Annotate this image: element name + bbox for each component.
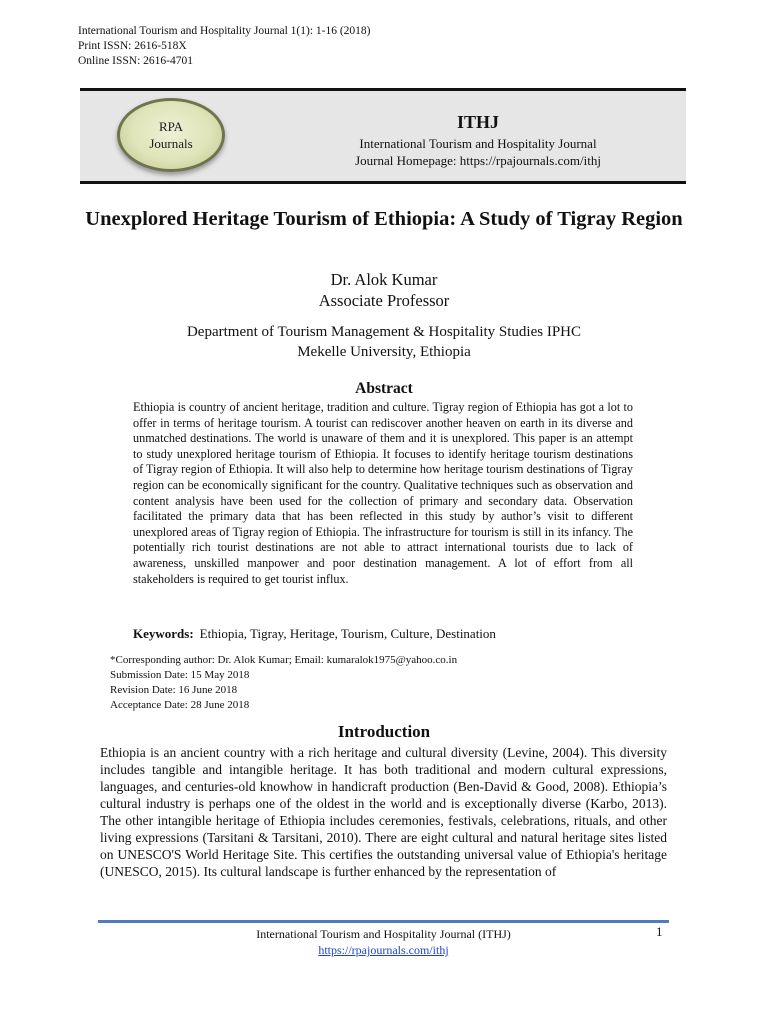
online-issn: Online ISSN: 2616-4701 bbox=[78, 55, 193, 67]
citation-line: International Tourism and Hospitality Journal 1(1): 1-16 (2018) bbox=[78, 25, 371, 37]
abstract-text: Ethiopia is country of ancient heritage, tradition and culture. Tigray region of Ethiopia has got a lot to offer in terms of heritage tourism. A tourist can rediscover another heaven on earth in its diverse and unmatched destinations. The world is unaware of them and it is unexplored. This paper is an attempt to study unexplored heritage tourism of Ethiopia. It focuses to identify heritage tourism destinations of Tigray region of Ethiopia. It will also help to determine how heritage tourism destinations of Tigray region can be economically significant for the country. Qualitative techniques such as observation and content analysis have been used for the collection of primary and secondary data. Observation facilitated the primary data that has been reflected in this study by author’s visit to different unexplored areas of Tigray region of Ethiopia. The infrastructure for tourism is still in its infancy. The potentially rich tourist destinations are not able to attract international tourists due to lack of awareness, unskilled manpower and poor destination management. A lot of effort from all stakeholders is required to get tourist influx. bbox=[133, 400, 633, 586]
keywords-line bbox=[133, 626, 496, 642]
introduction-heading: Introduction bbox=[337, 722, 431, 741]
correspondence-block bbox=[110, 653, 457, 713]
footer-journal: International Tourism and Hospitality Journal (ITHJ) bbox=[256, 927, 511, 941]
footer-link[interactable]: https://rpajournals.com/ithj bbox=[318, 943, 449, 957]
logo-text-line1: RPA bbox=[158, 119, 184, 134]
university: Mekelle University, Ethiopia bbox=[297, 344, 471, 360]
affiliation-block bbox=[80, 322, 688, 362]
journal-homepage: Journal Homepage: https://rpajournals.com/ithj bbox=[355, 153, 601, 168]
banner-text bbox=[310, 111, 646, 169]
journal-meta bbox=[78, 24, 371, 69]
journal-name: International Tourism and Hospitality Journal bbox=[359, 136, 597, 151]
author-position: Associate Professor bbox=[318, 291, 450, 310]
corresponding-author: *Corresponding author: Dr. Alok Kumar; Email: kumaralok1975@yahoo.co.in bbox=[110, 654, 458, 666]
paper-title: Unexplored Heritage Tourism of Ethiopia: A Study of Tigray Region bbox=[85, 208, 683, 230]
page-number: 1 bbox=[656, 924, 663, 939]
revision-date: Revision Date: 16 June 2018 bbox=[110, 684, 238, 696]
print-issn: Print ISSN: 2616-518X bbox=[78, 40, 187, 52]
introduction-text: Ethiopia is an ancient country with a rich heritage and cultural diversity (Levine, 2004). This diversity includes tangible and intangible heritage. It has both traditional and modern cultural expressions, languages, and centuries-old knowhow in handicraft production (Ben-David & Good, 2008). Ethiopia’s cultural industry is perhaps one of the oldest in the world and is exceptionally diverse (Karbo, 2013). The other intangible heritage of Ethiopia includes ceremonies, festivals, celebrations, rituals, and other living expressions (Tarsitani & Tarsitani, 2010). There are eight cultural and natural heritage sites listed on UNESCO'S World Heritage Site. This certifies the outstanding universal value of Ethiopia's heritage (UNESCO, 2015). Its cultural landscape is further enhanced by the representation of bbox=[100, 745, 667, 879]
acceptance-date: Acceptance Date: 28 June 2018 bbox=[110, 699, 250, 711]
keywords-value: Ethiopia, Tigray, Heritage, Tourism, Culture, Destination bbox=[199, 626, 496, 641]
author-block bbox=[80, 269, 688, 311]
submission-date: Submission Date: 15 May 2018 bbox=[110, 669, 250, 681]
keywords-label: Keywords: bbox=[133, 626, 194, 641]
journal-banner bbox=[80, 88, 686, 184]
department: Department of Tourism Management & Hospitality Studies IPHC bbox=[186, 324, 582, 340]
abstract-heading: Abstract bbox=[355, 380, 413, 397]
logo-text-line2: Journals bbox=[149, 136, 193, 151]
footer-rule bbox=[98, 920, 669, 923]
journal-abbreviation: ITHJ bbox=[456, 112, 499, 132]
rpa-journals-logo bbox=[117, 98, 225, 172]
author-name: Dr. Alok Kumar bbox=[330, 270, 438, 289]
